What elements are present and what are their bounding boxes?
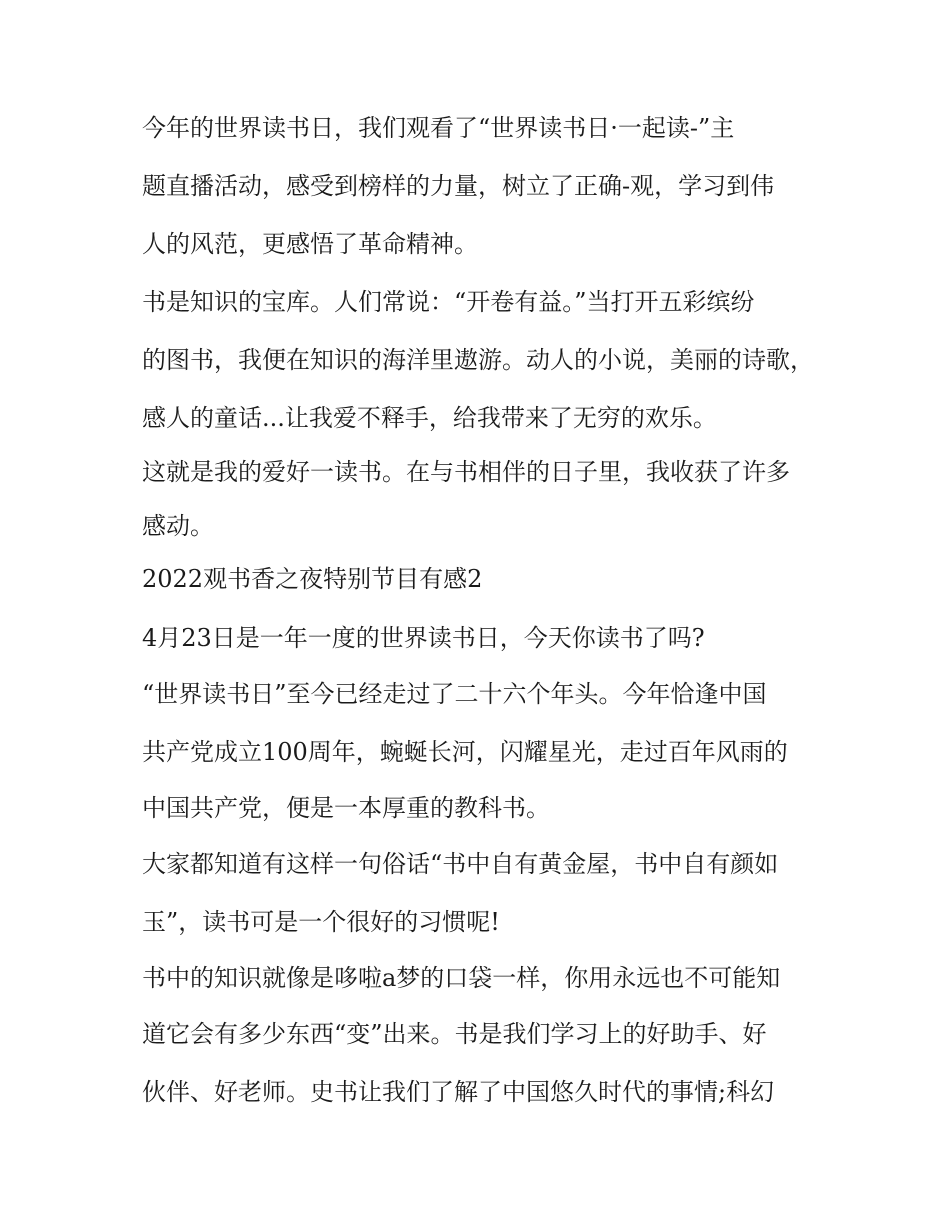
text-line: 玉”，读书可是一个很好的习惯呢! [142,908,500,936]
text-line: 人的风范，更感悟了革命精神。 [142,230,478,258]
text-line: 今年的世界读书日，我们观看了“世界读书日·一起读-”主 [142,114,735,142]
text-line: 4月23日是一年一度的世界读书日，今天你读书了吗? [142,624,705,652]
text-line: “世界读书日”至今已经走过了二十六个年头。今年恰逢中国 [142,680,767,708]
text-line: 大家都知道有这样一句俗话“书中自有黄金屋，书中自有颜如 [142,850,779,878]
text-line: 中国共产党，便是一本厚重的教科书。 [142,794,550,822]
text-line: 道它会有多少东西“变”出来。书是我们学习上的好助手、好 [142,1020,767,1048]
text-line: 共产党成立100周年，蜿蜒长河，闪耀星光，走过百年风雨的 [142,738,788,766]
section-heading: 2022观书香之夜特别节目有感2 [142,565,483,593]
text-line: 感人的童话...让我爱不释手，给我带来了无穷的欢乐。 [142,404,717,432]
text-line: 这就是我的爱好一读书。在与书相伴的日子里，我收获了许多 [142,458,790,486]
text-line: 书中的知识就像是哆啦a梦的口袋一样，你用永远也不可能知 [142,964,781,992]
text-line: 伙伴、好老师。史书让我们了解了中国悠久时代的事情;科幻 [142,1078,775,1106]
text-line: 书是知识的宝库。人们常说：“开卷有益。”当打开五彩缤纷 [142,288,755,316]
text-line: 的图书，我便在知识的海洋里遨游。动人的小说，美丽的诗歌， [142,346,814,374]
text-line: 感动。 [142,512,214,540]
text-line: 题直播活动，感受到榜样的力量，树立了正确-观，学习到伟 [142,172,775,200]
